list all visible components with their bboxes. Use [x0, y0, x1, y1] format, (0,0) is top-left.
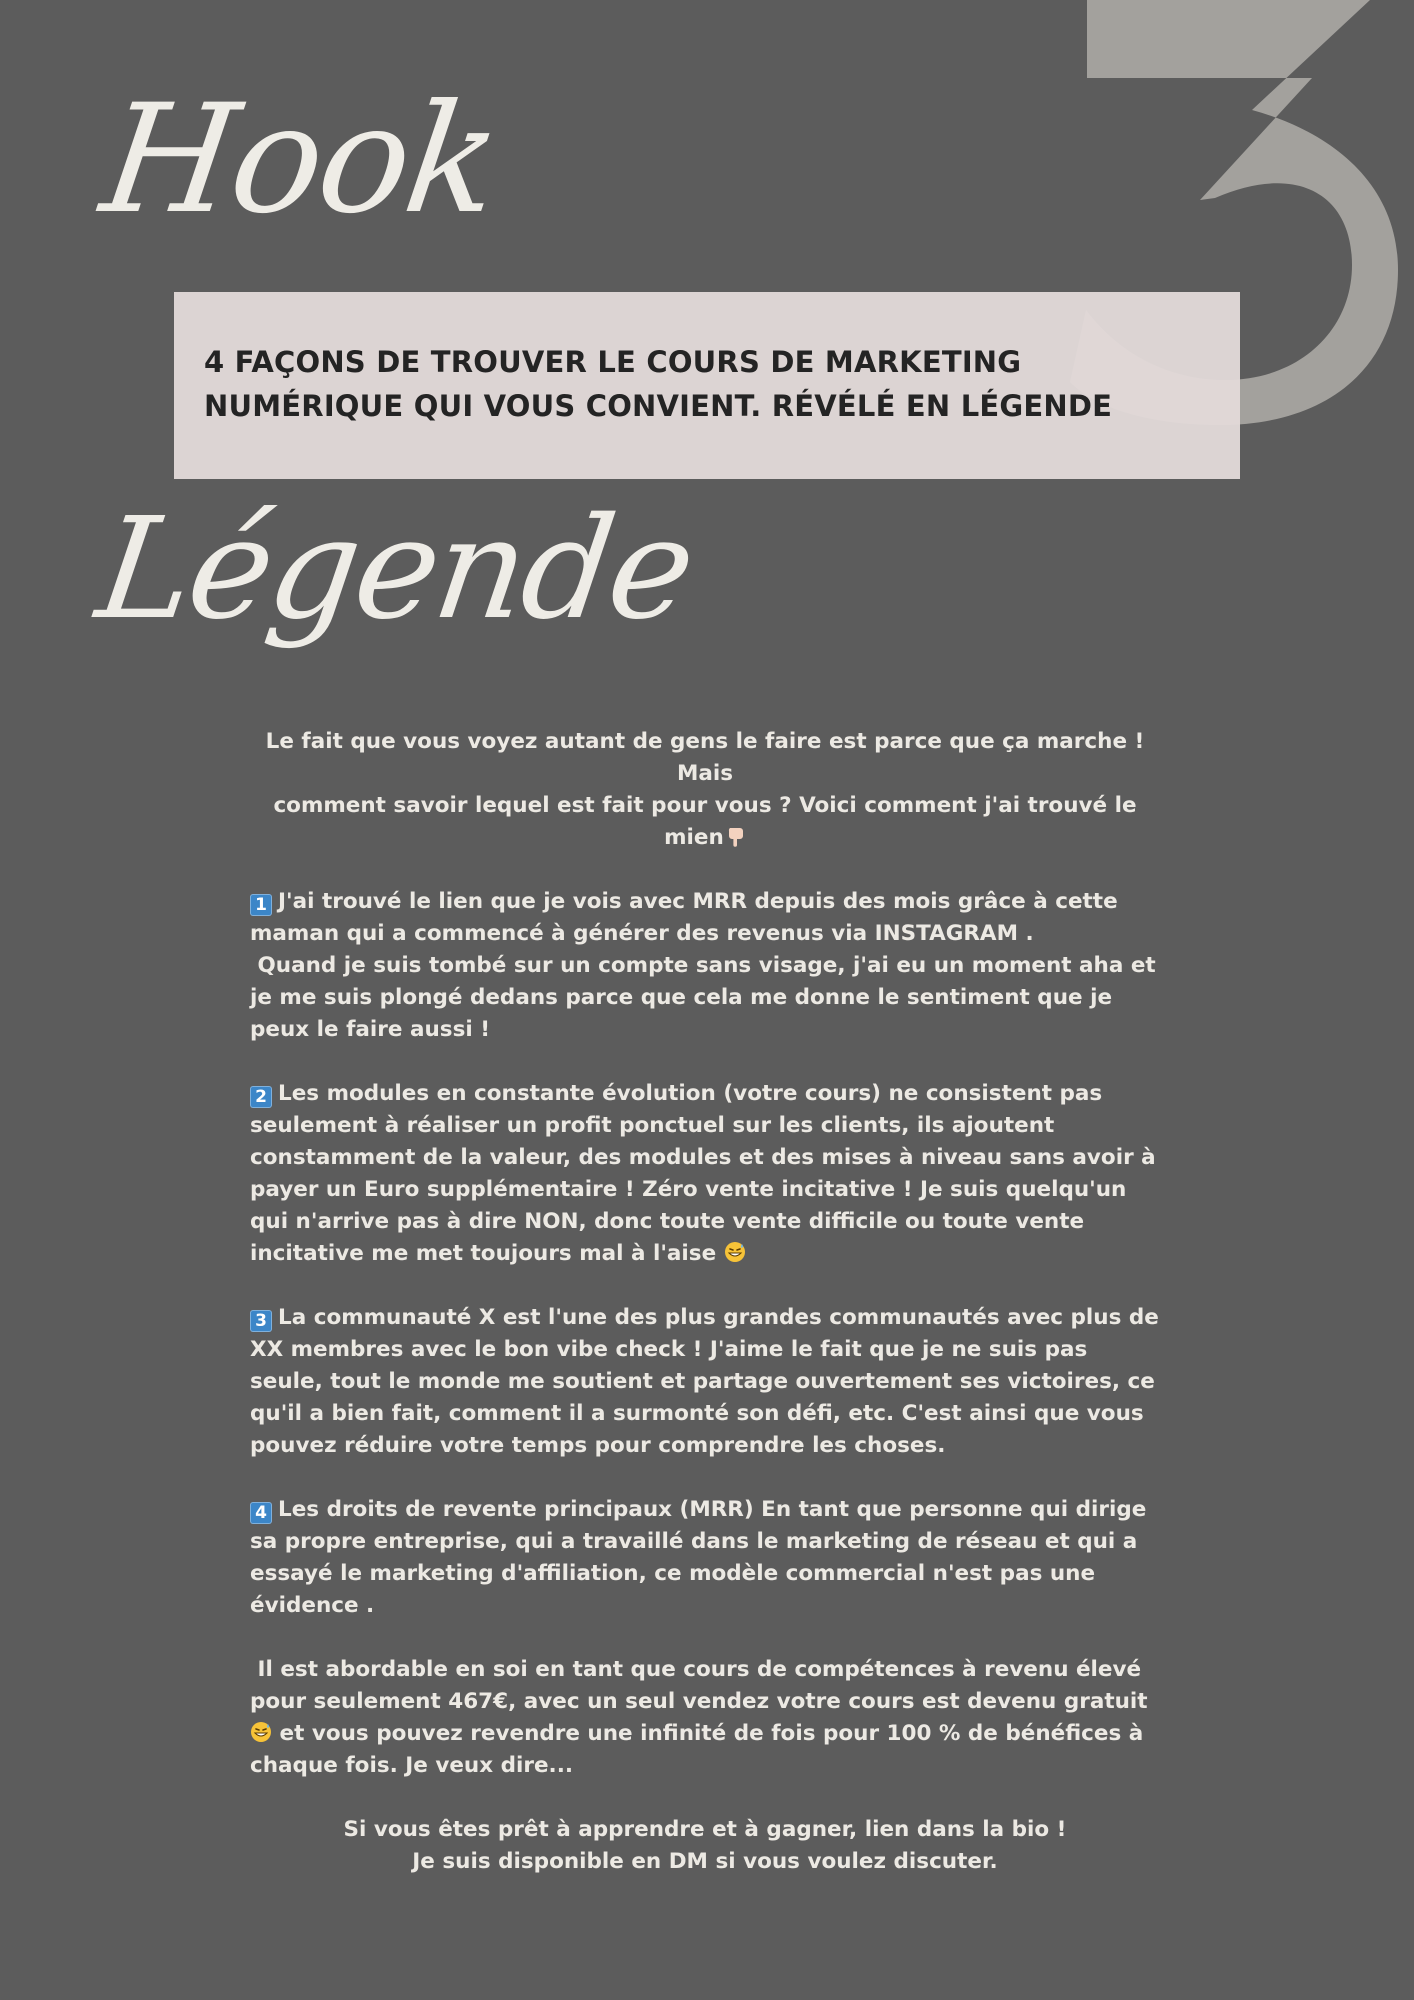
- point-1-text-continued: Quand je suis tombé sur un compte sans visage, j'ai eu un moment aha et je me suis plongé dedans parce que cela me donne le sentiment que je peux le faire aussi !: [250, 953, 1156, 1042]
- caption-call-to-action: [250, 1814, 1160, 1878]
- cta-line-2: Je suis disponible en DM si vous voulez discuter.: [412, 1849, 998, 1874]
- grinning-sweat-face-icon: [250, 1721, 272, 1743]
- caption-intro: [250, 726, 1160, 854]
- point-3-text: La communauté X est l'une des plus grandes communautés avec plus de XX membres avec le bon vibe check ! J'aime le fait que je ne suis pas seule, tout le monde me soutient et partage ouvertement ses victoires, ce qu'il a bien fait, comment il a surmonté son défi, etc. C'est ainsi que vous pouvez réduire votre temps pour comprendre les choses.: [250, 1305, 1159, 1458]
- hook-script-heading: Hook: [92, 73, 508, 247]
- keycap-2-icon: 2: [250, 1086, 272, 1108]
- pointing-down-hand-icon: [724, 825, 746, 847]
- keycap-1-icon: 1: [250, 894, 272, 916]
- price-text-part-2: et vous pouvez revendre une infinité de fois pour 100 % de bénéfices à chaque fois. Je veux dire...: [250, 1721, 1144, 1778]
- point-4-text: Les droits de revente principaux (MRR) En tant que personne qui dirige sa propre entreprise, qui a travaillé dans le marketing de réseau et qui a essayé le marketing d'affiliation, ce modèle commercial n'est pas une évidence .: [250, 1497, 1147, 1618]
- hook-title-line-1: 4 FAÇONS DE TROUVER LE COURS DE MARKETING: [204, 345, 1022, 379]
- legende-script-heading: Légende: [88, 488, 702, 651]
- cta-line-1: Si vous êtes prêt à apprendre et à gagner, lien dans la bio !: [343, 1817, 1067, 1842]
- keycap-4-icon: 4: [250, 1502, 272, 1524]
- hook-title-box: [174, 292, 1240, 479]
- caption-point-4: [250, 1494, 1160, 1622]
- caption-body: [250, 726, 1160, 1910]
- keycap-3-icon: 3: [250, 1310, 272, 1332]
- caption-point-1: [250, 886, 1160, 1046]
- point-1-text: J'ai trouvé le lien que je vois avec MRR depuis des mois grâce à cette maman qui a commencé à générer des revenus via INSTAGRAM .: [250, 889, 1118, 946]
- price-text-part-1: Il est abordable en soi en tant que cours de compétences à revenu élevé pour seulement 467€, avec un seul vendez votre cours est devenu gratuit: [250, 1657, 1148, 1714]
- caption-intro-line-2: comment savoir lequel est fait pour vous ? Voici comment j'ai trouvé le mien: [273, 793, 1137, 850]
- point-2-text: Les modules en constante évolution (votre cours) ne consistent pas seulement à réaliser un profit ponctuel sur les clients, ils ajoutent constamment de la valeur, des modules et des mises à niveau sans avoir à payer un Euro supplémentaire ! Zéro vente incitative ! Je suis quelqu'un qui n'arrive pas à dire NON, donc toute vente difficile ou toute vente incitative me met toujours mal à l'aise: [250, 1081, 1156, 1266]
- caption-price-paragraph: [250, 1654, 1160, 1782]
- caption-point-2: [250, 1078, 1160, 1270]
- grinning-sweat-face-icon: [724, 1241, 746, 1263]
- hook-title-line-2: NUMÉRIQUE QUI VOUS CONVIENT. RÉVÉLÉ EN LÉGENDE: [204, 389, 1113, 423]
- caption-point-3: [250, 1302, 1160, 1462]
- caption-intro-line-1: Le fait que vous voyez autant de gens le faire est parce que ça marche ! Mais: [265, 729, 1145, 786]
